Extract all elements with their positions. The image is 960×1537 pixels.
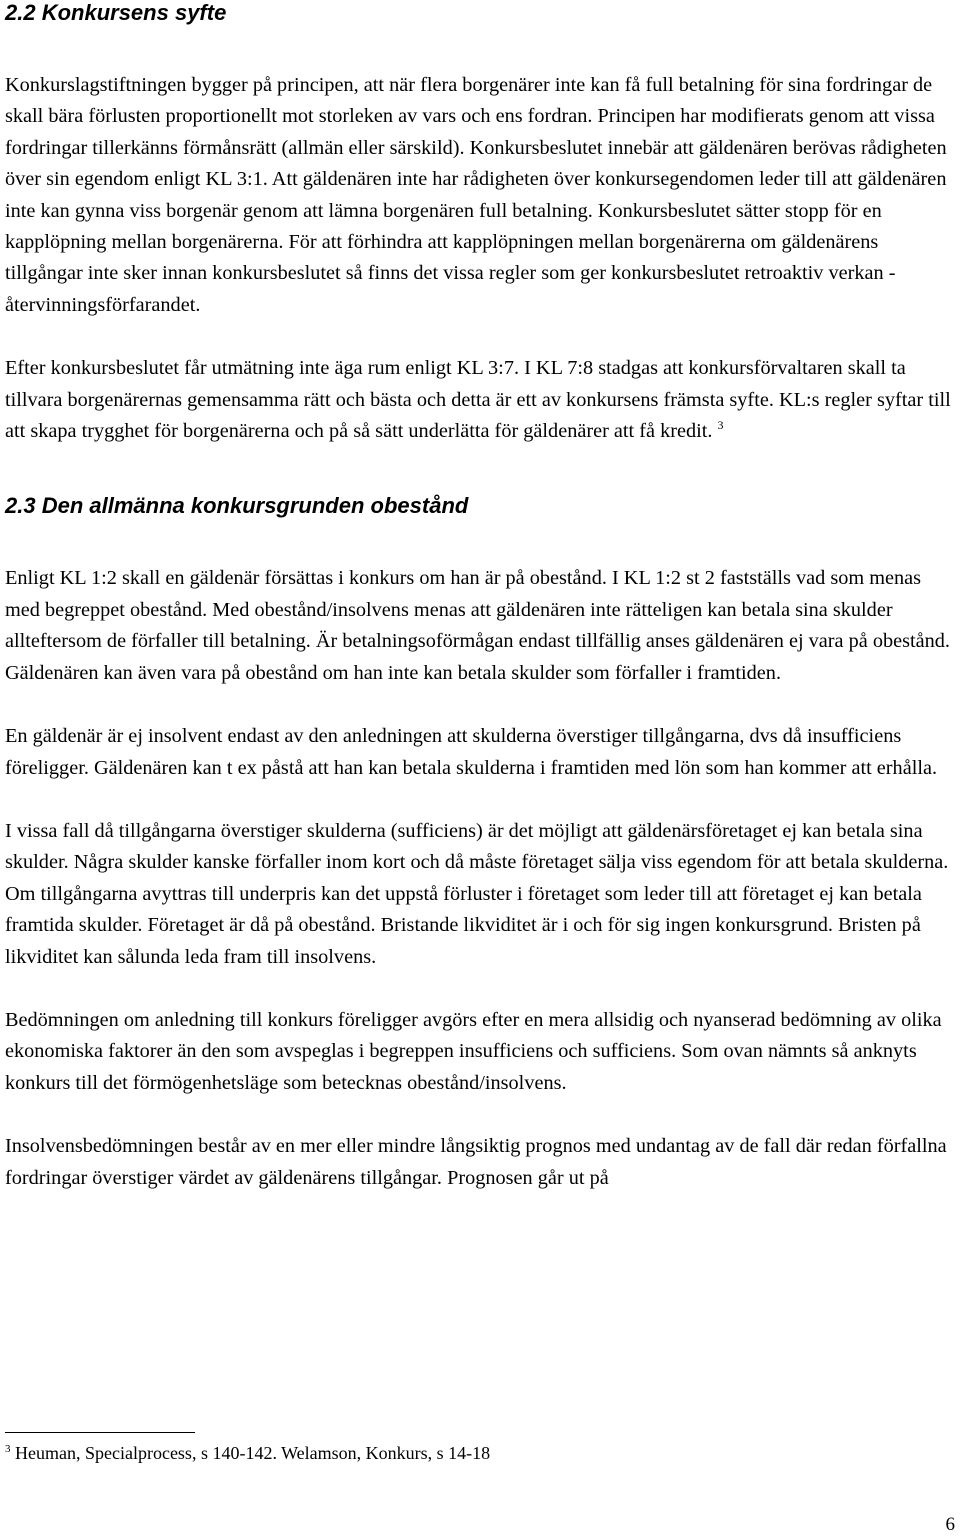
footnote-number: 3 bbox=[5, 1443, 11, 1455]
footnote bbox=[5, 1441, 490, 1465]
paragraph-2-3-3: I vissa fall då tillgångarna överstiger skulderna (sufficiens) är det möjligt att gäldenärsföretaget ej kan betala sina skulder. Några skulder kanske förfaller inom kort och då måste företaget sälja viss egendom för att betala skulderna. Om tillgångarna avyttras till underpris kan det uppstå förluster i företaget som leder till att företaget ej kan betala framtida skulder. Företaget är då på obestånd. Bristande likviditet är i och för sig ingen konkursgrund. Bristen på likviditet kan sålunda leda fram till insolvens. bbox=[5, 819, 949, 968]
section-heading-2-3: 2.3 Den allmänna konkursgrunden obestånd bbox=[5, 493, 469, 519]
footnote-divider bbox=[5, 1432, 195, 1433]
paragraph-2-3-2: En gäldenär är ej insolvent endast av den anledningen att skulderna överstiger tillgångarna, dvs då insufficiens föreligger. Gäldenären kan t ex påstå att han kan betala skulderna i framtiden med lön som han kommer att erhålla. bbox=[5, 725, 938, 779]
paragraph-2-3-1: Enligt KL 1:2 skall en gäldenär försättas i konkurs om han är på obestånd. I KL 1:2 st 2 fastställs vad som menas med begreppet obestånd. Med obestånd/insolvens menas att gäldenären inte rätteligen kan betala sina skulder allteftersom de förfaller till betalning. Är betalningsoförmågan endast tillfällig anses gäldenären ej vara på obestånd. Gäldenären kan även vara på obestånd om han inte kan betala skulder som förfaller i framtiden. bbox=[5, 567, 950, 684]
page-number: 6 bbox=[945, 1514, 955, 1535]
footnote-reference: 3 bbox=[717, 418, 724, 433]
paragraph-2-2-2 bbox=[5, 353, 957, 447]
paragraph-2-3-4: Bedömningen om anledning till konkurs föreligger avgörs efter en mera allsidig och nyanserad bedömning av olika ekonomiska faktorer än den som avspeglas i begreppen insufficiens och sufficiens. Som ovan nämnts så anknyts konkurs till det förmögenhetsläge som betecknas obestånd/insolvens. bbox=[5, 1008, 942, 1094]
footnote-text: Heuman, Specialprocess, s 140-142. Welamson, Konkurs, s 14-18 bbox=[15, 1443, 491, 1463]
paragraph-2-3-5: Insolvensbedömningen består av en mer eller mindre långsiktig prognos med undantag av de fall där redan förfallna fordringar överstiger värdet av gäldenärens tillgångar. Prognosen går ut på bbox=[5, 1135, 947, 1189]
paragraph-2-2-1: Konkurslagstiftningen bygger på principen, att när flera borgenärer inte kan få full betalning för sina fordringar de skall bära förlusten proportionellt mot storleken av vars och ens fordran. Principen har modifierats genom att vissa fordringar tillerkänns förmånsrätt (allmän eller särskild). Konkursbeslutet innebär att gäldenären berövas rådigheten över sin egendom enligt KL 3:1. Att gäldenären inte har rådigheten över konkursegendomen leder till att gäldenären inte kan gynna viss borgenär genom att lämna borgenären full betalning. Konkursbeslutet sätter stopp för en kapplöpning mellan borgenärerna. För att förhindra att kapplöpningen mellan borgenärerna om gäldenärens tillgångar inte sker innan konkursbeslutet så finns det vissa regler som ger konkursbeslutet retroaktiv verkan - återvinningsförfarandet. bbox=[5, 74, 947, 316]
section-heading-2-2: 2.2 Konkursens syfte bbox=[5, 0, 227, 25]
document-page bbox=[5, 0, 957, 1194]
paragraph-2-2-2-text: Efter konkursbeslutet får utmätning inte äga rum enligt KL 3:7. I KL 7:8 stadgas att konkursförvaltaren skall ta tillvara borgenärernas gemensamma rätt och bästa och detta är ett av konkursens främsta syfte. KL:s regler syftar till att skapa trygghet för borgenärerna och på så sätt underlätta för gäldenärer att få kredit. bbox=[5, 357, 951, 443]
